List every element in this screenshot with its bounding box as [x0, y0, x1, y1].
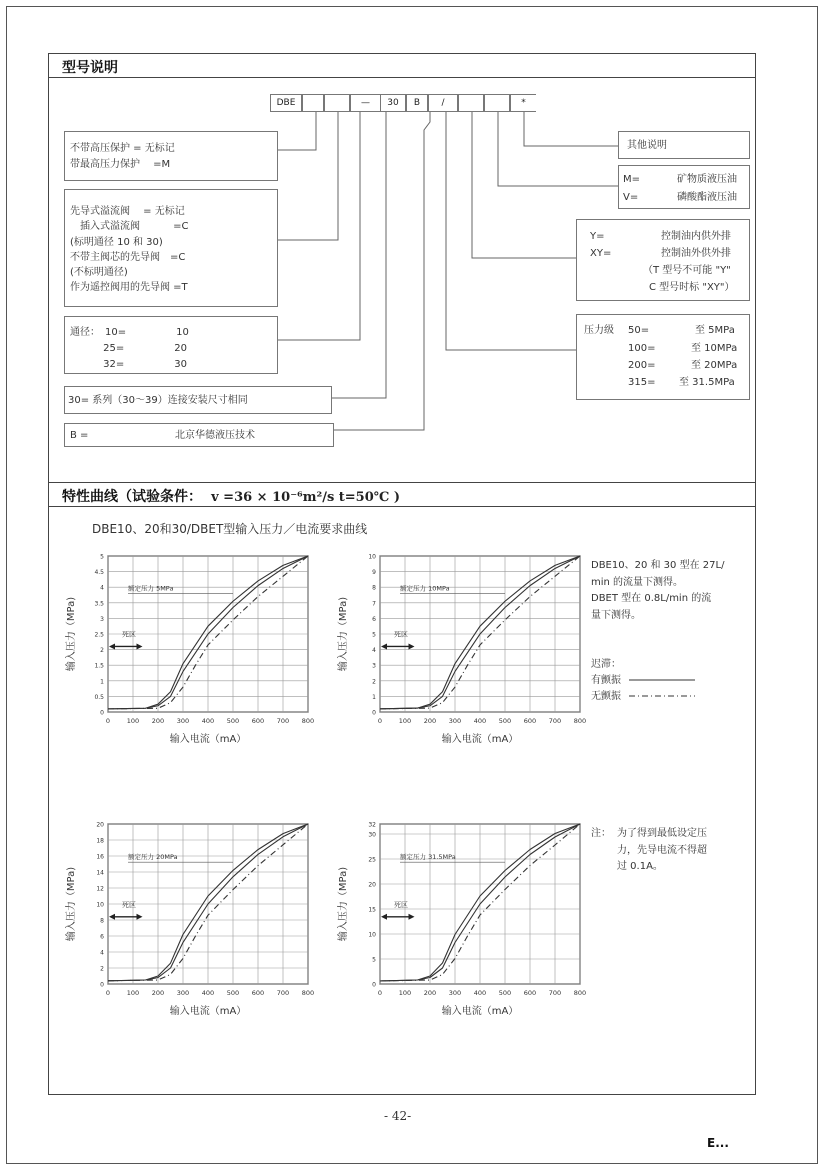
x-tick-label: 100 — [398, 989, 412, 997]
box-pilot-oil — [576, 219, 750, 301]
rated-pressure-label: 额定压力 10MPa — [400, 584, 450, 593]
y-tick-label: 18 — [96, 837, 104, 845]
section-divider — [48, 482, 756, 483]
y-tick-label: 4 — [100, 584, 104, 592]
hysteresis-legend — [591, 657, 699, 705]
y-tick-label: 15 — [368, 906, 376, 914]
page-number: - 42- — [384, 1109, 412, 1123]
y-tick-label: 6 — [100, 933, 104, 941]
x-tick-label: 300 — [176, 989, 190, 997]
box-pressure-rating — [576, 314, 750, 400]
text-line: 50= — [628, 325, 650, 336]
x-axis-label: 输入电流（mA） — [169, 734, 247, 745]
legend-title: 迟滞： — [591, 659, 621, 670]
x-tick-label: 500 — [226, 989, 240, 997]
section-title-curves — [62, 486, 400, 506]
x-tick-label: 500 — [498, 717, 512, 725]
y-tick-label: 1 — [100, 678, 104, 686]
y-tick-label: 5 — [372, 956, 376, 964]
x-tick-label: 100 — [398, 717, 412, 725]
x-tick-label: 500 — [226, 717, 240, 725]
legend-solid-line — [629, 676, 699, 684]
box-valve-type — [64, 189, 278, 307]
text-line: 100= — [628, 343, 656, 354]
test-conditions: v =36 × 10⁻⁶m²/s t=50℃ ) — [211, 490, 401, 505]
chart-10mpa — [332, 548, 602, 754]
y-tick-label: 32 — [368, 821, 376, 829]
y-tick-label: 10 — [368, 553, 376, 561]
x-tick-label: 500 — [498, 989, 512, 997]
rated-pressure-label: 额定压力 20MPa — [128, 853, 178, 862]
text-line: 其他说明 — [627, 140, 667, 151]
text-line: 30= 系列（30～39）连接安装尺寸相同 — [68, 395, 248, 406]
text-line: 不带主阀芯的先导阀 =C — [70, 251, 186, 263]
text-line: 不带高压保护 = 无标记 — [70, 143, 175, 154]
text-line: M= — [623, 174, 641, 185]
y-tick-label: 0 — [100, 981, 104, 989]
text-line: min 的流量下测得。 — [591, 576, 684, 588]
text-line: XY= — [590, 248, 612, 259]
text-line: 200= — [628, 360, 656, 371]
text-line: 过 0.1A。 — [617, 861, 663, 872]
text-line: V= — [623, 192, 639, 203]
text-line: 矿物质液压油 — [677, 174, 737, 185]
legend-dashdot-line — [629, 692, 699, 700]
x-axis-label: 输入电流（mA） — [441, 734, 519, 745]
x-tick-label: 700 — [276, 717, 290, 725]
y-tick-label: 10 — [368, 931, 376, 939]
text-line: 至 10MPa — [691, 343, 738, 354]
text-line: 插入式溢流阀 =C — [70, 221, 189, 233]
section-title-model: 型号说明 — [62, 60, 118, 76]
y-tick-label: 2 — [100, 647, 104, 655]
text-line: 量下测得。 — [591, 609, 641, 621]
text-line: 控制油内供外排 — [661, 231, 731, 242]
text-line: （T 型号不可能 "Y" — [643, 265, 731, 276]
y-tick-label: 6 — [372, 615, 376, 623]
y-tick-label: 5 — [100, 553, 104, 561]
y-tick-label: 30 — [368, 831, 376, 839]
chart-5mpa — [60, 548, 330, 754]
text-line: (不标明通径) — [70, 267, 128, 279]
rated-pressure-label: 额定压力 5MPa — [128, 584, 174, 593]
text-line: 至 20MPa — [691, 360, 738, 371]
box-fluid — [618, 165, 750, 209]
dead-zone-label: 死区 — [122, 900, 136, 909]
code-cell-dash: — — [350, 94, 380, 112]
x-tick-label: 800 — [301, 989, 315, 997]
x-tick-label: 0 — [105, 717, 111, 725]
y-tick-label: 1.5 — [94, 662, 104, 670]
y-tick-label: 4.5 — [94, 569, 104, 577]
text-line: 先导式溢流阀 = 无标记 — [70, 206, 185, 217]
box-series — [64, 386, 332, 414]
y-tick-label: 14 — [96, 869, 104, 877]
x-tick-label: 0 — [377, 989, 383, 997]
x-tick-label: 100 — [126, 989, 140, 997]
y-axis-label: 输入压力（MPa) — [66, 866, 77, 942]
y-tick-label: 20 — [96, 821, 104, 829]
text-line: 25= 20 — [70, 343, 188, 354]
y-tick-label: 0 — [372, 981, 376, 989]
x-tick-label: 700 — [276, 989, 290, 997]
y-tick-label: 9 — [372, 569, 376, 577]
y-tick-label: 3 — [100, 615, 104, 623]
chart-31-5mpa — [332, 816, 602, 1026]
x-tick-label: 300 — [176, 717, 190, 725]
y-tick-label: 0 — [100, 709, 104, 717]
dead-zone-label: 死区 — [394, 900, 408, 909]
y-tick-label: 2.5 — [94, 631, 104, 639]
x-tick-label: 400 — [201, 717, 215, 725]
text-line: DBE10、20 和 30 型在 27L/ — [591, 560, 725, 571]
y-tick-label: 16 — [96, 853, 104, 861]
x-tick-label: 300 — [448, 989, 462, 997]
code-cell-dbe: DBE — [270, 94, 302, 112]
y-tick-label: 3.5 — [94, 600, 104, 608]
code-cell-slash: / — [428, 94, 458, 112]
x-tick-label: 600 — [523, 717, 537, 725]
box-pressure-protection — [64, 131, 278, 181]
y-tick-label: 2 — [100, 965, 104, 973]
y-tick-label: 12 — [96, 885, 104, 893]
code-cell-b: B — [406, 94, 428, 112]
x-tick-label: 200 — [151, 717, 165, 725]
text-line: C 型号时标 "XY"） — [649, 282, 735, 293]
box-nominal-size — [64, 316, 278, 374]
y-axis-label: 输入压力（MPa) — [338, 596, 349, 672]
x-tick-label: 600 — [251, 717, 265, 725]
x-tick-label: 600 — [523, 989, 537, 997]
x-tick-label: 200 — [151, 989, 165, 997]
header-divider — [48, 506, 756, 507]
text-line: 北京华德液压技术 — [175, 430, 255, 441]
code-cell-star: * — [510, 94, 536, 112]
section-title-text: 特性曲线（试验条件： — [62, 489, 202, 505]
text-line: 力，先导电流不得超 — [617, 844, 707, 856]
text-line: 至 5MPa — [695, 325, 735, 336]
text-line: 32= 30 — [70, 359, 188, 370]
y-tick-label: 8 — [100, 917, 104, 925]
x-tick-label: 400 — [473, 989, 487, 997]
x-tick-label: 700 — [548, 989, 562, 997]
x-axis-label: 输入电流（mA） — [169, 1006, 247, 1017]
text-line: 至 31.5MPa — [679, 377, 735, 388]
x-tick-label: 400 — [201, 989, 215, 997]
text-line: (标明通径 10 和 30) — [70, 236, 163, 248]
legend-item-dash — [591, 689, 699, 705]
box-other-notes — [618, 131, 750, 159]
text-line: 磷酸酯液压油 — [677, 192, 737, 203]
y-axis-label: 输入压力（MPa) — [66, 596, 77, 672]
dead-zone-label: 死区 — [122, 630, 136, 639]
chart-20mpa — [60, 816, 330, 1026]
y-tick-label: 0.5 — [94, 693, 104, 701]
text-line: B = — [70, 430, 89, 441]
y-tick-label: 10 — [96, 901, 104, 909]
note-label: 注： — [591, 828, 611, 839]
text-line: 为了得到最低设定压 — [617, 828, 707, 839]
note-min-pressure — [591, 826, 707, 876]
text-line: 作为遥控阀用的先导阀 =T — [70, 282, 188, 294]
box-brand — [64, 423, 334, 447]
text-line: 315= — [628, 377, 656, 388]
y-tick-label: 1 — [372, 693, 376, 701]
y-axis-label: 输入压力（MPa) — [338, 866, 349, 942]
x-axis-label: 输入电流（mA） — [441, 1006, 519, 1017]
x-tick-label: 400 — [473, 717, 487, 725]
x-tick-label: 100 — [126, 717, 140, 725]
text-line: 控制油外供外排 — [661, 248, 731, 259]
text-line: DBET 型在 0.8L/min 的流 — [591, 593, 712, 604]
x-tick-label: 700 — [548, 717, 562, 725]
text-line: 通径： 10= 10 — [70, 327, 189, 338]
legend-item-solid — [591, 673, 699, 689]
text-line: 压力级 — [584, 325, 614, 336]
x-tick-label: 800 — [573, 989, 587, 997]
note-flow — [591, 558, 724, 624]
y-tick-label: 7 — [372, 600, 376, 608]
footer-mark: E... — [707, 1136, 729, 1150]
y-tick-label: 25 — [368, 856, 376, 864]
y-tick-label: 2 — [372, 678, 376, 686]
x-tick-label: 200 — [423, 717, 437, 725]
legend-label: 有颤振 — [591, 675, 621, 686]
x-tick-label: 200 — [423, 989, 437, 997]
y-tick-label: 3 — [372, 662, 376, 670]
y-tick-label: 4 — [100, 949, 104, 957]
text-line: 带最高压力保护 =M — [70, 158, 171, 170]
legend-label: 无颤振 — [591, 691, 621, 702]
text-line: Y= — [590, 231, 605, 242]
code-cell-series: 30 — [380, 94, 406, 112]
x-tick-label: 0 — [105, 989, 111, 997]
rated-pressure-label: 额定压力 31.5MPa — [400, 853, 456, 862]
x-tick-label: 800 — [301, 717, 315, 725]
dead-zone-label: 死区 — [394, 630, 408, 639]
y-tick-label: 0 — [372, 709, 376, 717]
x-tick-label: 800 — [573, 717, 587, 725]
x-tick-label: 300 — [448, 717, 462, 725]
y-tick-label: 8 — [372, 584, 376, 592]
y-tick-label: 4 — [372, 647, 376, 655]
chart-caption: DBE10、20和30/DBET型输入压力／电流要求曲线 — [92, 522, 368, 536]
y-tick-label: 20 — [368, 881, 376, 889]
y-tick-label: 5 — [372, 631, 376, 639]
x-tick-label: 0 — [377, 717, 383, 725]
x-tick-label: 600 — [251, 989, 265, 997]
